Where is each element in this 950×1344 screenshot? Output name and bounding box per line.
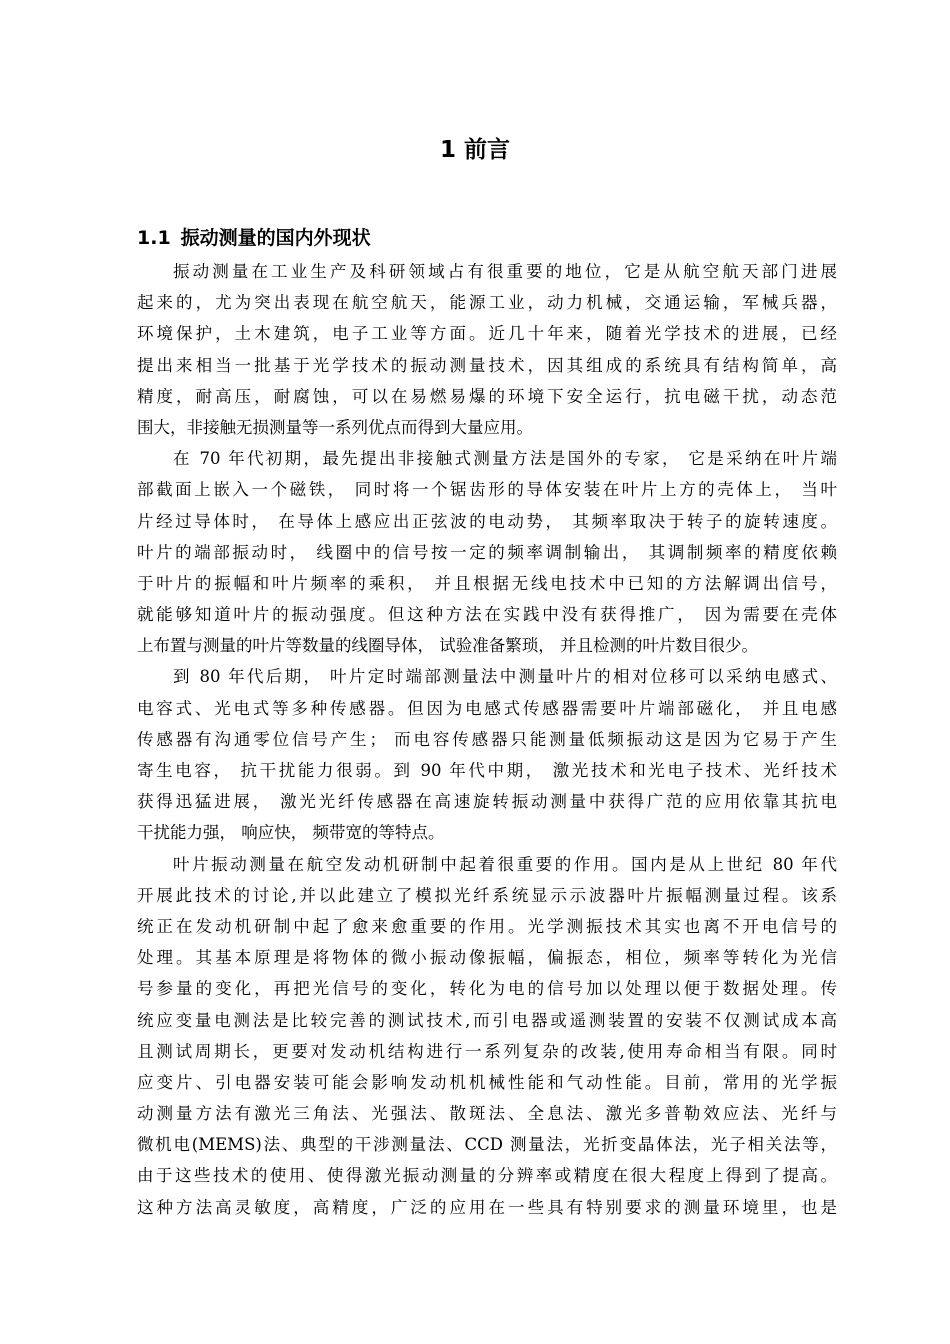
paragraph-4-line-11: 由于这些技术的使用、使得激光振动测量的分辨率或精度在很大程度上得到了提高。 (137, 1166, 837, 1186)
paragraph-4-line-3: 统正在发动机研制中起了愈来愈重要的作用。光学测振技术其实也离不开电信号的 (137, 916, 837, 936)
paragraph-4-line-1: 叶片振动测量在航空发动机研制中起着很重要的作用。国内是从上世纪 80 年代 (173, 854, 837, 874)
paragraph-1-line-4: 提出来相当一批基于光学技术的振动测量技术，因其组成的系统具有结构简单，高 (137, 355, 837, 375)
section-title: 振动测量的国内外现状 (180, 227, 371, 249)
section-heading (137, 224, 371, 252)
paragraph-4-line-8: 应变片、引电器安装可能会影响发动机机械性能和气动性能。目前，常用的光学振 (137, 1072, 837, 1092)
paragraph-2-line-4: 叶片的端部振动时， 线圈中的信号按一定的频率调制输出， 其调制频率的精度依赖 (137, 542, 837, 562)
paragraph-4-line-6: 统应变量电测法是比较完善的测试技术,而引电器或遥测装置的安装不仅测试成本高 (137, 1010, 837, 1030)
paragraph-4-line-2: 开展此技术的讨论,并以此建立了模拟光纤系统显示示波器叶片振幅测量过程。该系 (137, 885, 837, 905)
paragraph-2-line-5: 于叶片的振幅和叶片频率的乘积， 并且根据无线电技术中已知的方法解调出信号， (137, 573, 837, 593)
paragraph-2-line-3: 片经过导体时， 在导体上感应出正弦波的电动势， 其频率取决于转子的旋转速度。 (137, 511, 837, 531)
paragraph-3-line-4: 寄生电容， 抗干扰能力很弱。到 90 年代中期， 激光技术和光电子技术、光纤技术 (137, 761, 837, 780)
paragraph-1-line-6: 围大，非接触无损测量等一系列优点而得到大量应用。 (137, 417, 533, 437)
paragraph-4-line-7: 且测试周期长，更要对发动机结构进行一系列复杂的改装,使用寿命相当有限。同时 (137, 1041, 837, 1061)
chapter-title: 1 前言 (439, 137, 510, 163)
paragraph-2-line-7: 上布置与测量的叶片等数量的线圈导体， 试验准备繁琐， 并且检测的叶片数目很少。 (137, 636, 758, 656)
paragraph-2-line-6: 就能够知道叶片的振动强度。但这种方法在实践中没有获得推广， 因为需要在壳体 (137, 605, 837, 625)
paragraph-2-line-1: 在 70 年代初期，最先提出非接触式测量方法是国外的专家， 它是采纳在叶片端 (173, 449, 837, 469)
paragraph-1-line-3: 环境保护，土木建筑，电子工业等方面。近几十年来，随着光学技术的进展，已经 (137, 324, 837, 344)
paragraph-3-line-5: 获得迅猛进展， 激光光纤传感器在高速旋转振动测量中获得广范的应用依靠其抗电 (137, 792, 837, 812)
paragraph-1-line-5: 精度，耐高压，耐腐蚀，可以在易燃易爆的环境下安全运行，抗电磁干扰，动态范 (137, 386, 837, 406)
paragraph-4-line-12: 这种方法高灵敏度，高精度，广泛的应用在一些具有特别要求的测量环境里，也是 (137, 1197, 837, 1217)
paragraph-4-line-4: 处理。其基本原理是将物体的微小振动像振幅，偏振态，相位，频率等转化为光信 (137, 948, 837, 968)
paragraph-4-line-9: 动测量方法有激光三角法、光强法、散斑法、全息法、激光多普勒效应法、光纤与 (137, 1104, 837, 1124)
paragraph-1-line-1: 振动测量在工业生产及科研领域占有很重要的地位，它是从航空航天部门进展 (173, 262, 837, 281)
paragraph-3-line-6: 干扰能力强， 响应快， 频带宽的等特点。 (137, 823, 445, 843)
paragraph-3-line-2: 电容式、光电式等多种传感器。但因为电感式传感器需要叶片端部磁化， 并且电感 (137, 698, 837, 718)
paragraph-3-line-3: 传感器有沟通零位信号产生； 而电容传感器只能测量低频振动这是因为它易于产生 (137, 729, 837, 749)
paragraph-2-line-2: 部截面上嵌入一个磁铁， 同时将一个锯齿形的导体安装在叶片上方的壳体上， 当叶 (137, 480, 837, 500)
paragraph-4-line-10: 微机电(MEMS)法、典型的干涉测量法、CCD 测量法，光折变晶体法，光子相关法等， (137, 1135, 837, 1155)
paragraph-3-line-1: 到 80 年代后期， 叶片定时端部测量法中测量叶片的相对位移可以采纳电感式、 (173, 667, 837, 687)
body-text (137, 256, 837, 1223)
paragraph-4-line-5: 号参量的变化，再把光信号的变化，转化为电的信号加以处理以便于数据处理。传 (137, 979, 837, 999)
paragraph-1-line-2: 起来的，尤为突出表现在航空航天，能源工业，动力机械，交通运输，军械兵器， (137, 293, 837, 313)
section-number: 1.1 (137, 227, 171, 249)
